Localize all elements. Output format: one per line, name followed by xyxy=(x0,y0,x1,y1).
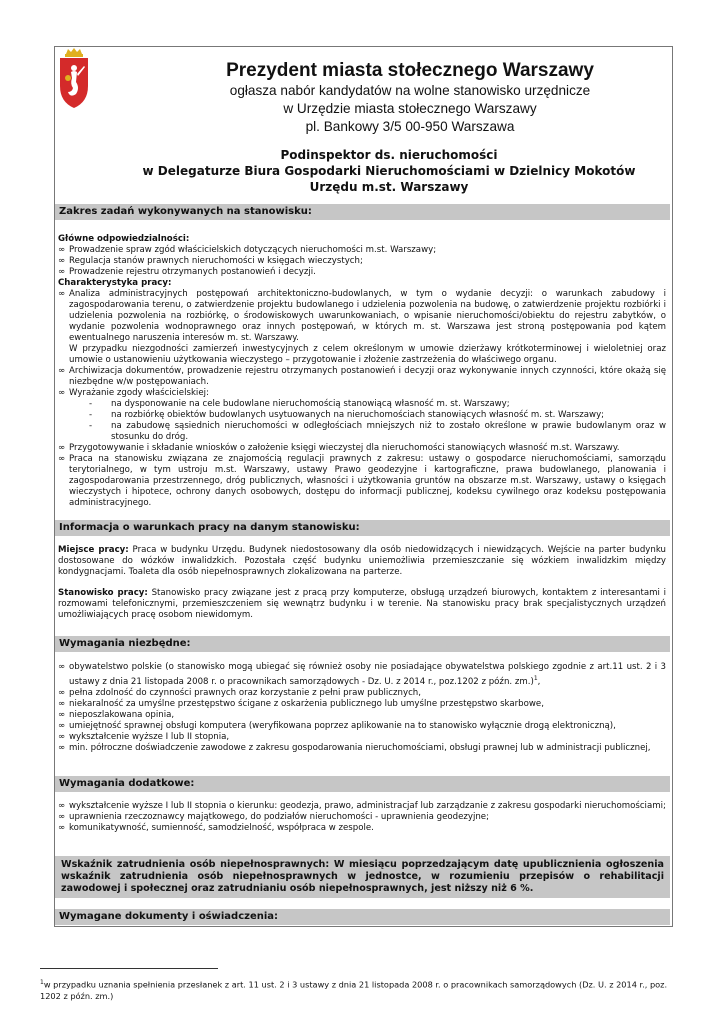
list-item xyxy=(58,289,666,366)
list-item: ∞ Przygotowywanie i składanie wniosków o założenie księgi wieczystej dla nieruchomości stanowiących własność m.st. Warszawy. xyxy=(58,443,666,454)
list-item: ∞ wykształcenie wyższe I lub II stopnia o kierunku: geodezja, prawo, administracjaf lub zarządzanie z zakresu gospodarki nieruchomościami; xyxy=(58,801,666,812)
position-line: Urzędu m.st. Warszawy xyxy=(309,180,469,194)
zakres-content xyxy=(58,234,666,509)
subtitle-line: w Urzędzie miasta stołecznego Warszawy xyxy=(283,101,537,116)
list-item: ∞ min. półroczne doświadczenie zawodowe z zakresu gospodarowania nieruchomościami, obsługi prawnej lub w administracji publicznej, xyxy=(58,743,666,754)
list-item: ∞ umiejętność sprawnej obsługi komputera (weryfikowana poprzez aplikowanie na to stanowisko wyłącznie drogą elektroniczną), xyxy=(58,721,666,732)
list-item: ∞ niekaralność za umyślne przestępstwo ścigane z oskarżenia publicznego lub umyślne przestępstwo skarbowe, xyxy=(58,699,666,710)
item-text: obywatelstwo polskie (o stanowisko mogą ubiegać się również osoby nie posiadające obywatelstwa polskiego zgodnie z art.11 ust. 2 i 3 ustawy z dnia 21 listopada 2008 r. o pracownikach samorządowych - Dz. U. z 2014 r., poz.1202 z późn. zm.) xyxy=(69,662,666,687)
niezbedne-list xyxy=(58,662,666,754)
section-header-niezbedne: Wymagania niezbędne: xyxy=(55,636,670,652)
list-item: ∞ komunikatywność, sumienność, samodzielność, współpraca w zespole. xyxy=(58,823,666,834)
footnote-divider xyxy=(40,968,218,969)
subtitle-line: ogłasza nabór kandydatów na wolne stanowisko urzędnicze xyxy=(229,83,591,98)
list-item: ∞ wykształcenie wyższe I lub II stopnia, xyxy=(58,732,666,743)
item-text: ∞ Analiza administracyjnych postępowań architektoniczno-budowlanych, w tym o wydanie decyzji: o warunkach zabudowy i zagospodarowania terenu, o zatwierdzenie projektu budowlanego i udzielenia pozwolenia na budowę, o zatwierdzenie projektu rozbiórki i udzielenia pozwolenia na rozbiórkę, o środowiskowych uwarunkowaniach, o wpisanie nieruchomości/obiektu do rejestru zabytków, o wydanie pozwolenia wodnoprawnego oraz innych postępowań, w których m. st. Warszawa jest stroną postępowania pod kątem ewentualnego naruszenia interesów m. st. Warszawy. xyxy=(69,289,666,343)
list-item: ∞ Archiwizacja dokumentów, prowadzenie rejestru otrzymanych postanowień i decyzji oraz wykonywanie innych czynności, które okażą się niezbędne w/w postępowaniach. xyxy=(58,366,666,388)
list-item: ∞ nieposzlakowana opinia, xyxy=(58,710,666,721)
miejsce-label: Miejsce pracy: xyxy=(58,545,129,555)
list-item: ∞ pełna zdolność do czynności prawnych oraz korzystanie z pełni praw publicznych, xyxy=(58,688,666,699)
list-item: ∞ Praca na stanowisku związana ze znajomością regulacji prawnych z zakresu: ustawy o gospodarce nieruchomościami, samorządu terytorialnego, w tym ustroju m.st. Warszawy, ustawy Prawo geodezyjne i kartograficzne, prawa budowlanego, planowania i zagospodarowania przestrzennego, dróg publicznych, własności i użytkowania gruntów na obszarze m.st. Warszawy, ustawy o księgach wieczystych i hipotece, ochrony danych osobowych, dostępu do informacji publicznej, kodeksu cywilnego oraz kodeksu postępowania administracyjnego. xyxy=(58,454,666,509)
section-header-dodatkowe: Wymagania dodatkowe: xyxy=(55,776,670,792)
sub-list-item: - na dysponowanie na cele budowlane nieruchomością stanowiącą własność m. st. Warszawy; xyxy=(83,399,666,410)
item-note: W przypadku niezgodności zamierzeń inwestycyjnych z celem określonym w umowie dzierżawy krótkoterminowej i wieloletniej oraz umowie o ustanowieniu użytkowania wieczystego – przygotowanie i złożenie zastrzeżenia do właściwego organu. xyxy=(69,344,666,365)
section-header-dokumenty: Wymagane dokumenty i oświadczenia: xyxy=(55,909,670,925)
subtitle xyxy=(100,82,720,136)
list-item: ∞ uprawnienia rzeczoznawcy majątkowego, do podziałów nieruchomości - uprawnienia geodezyjne; xyxy=(58,812,666,823)
section-header-warunki: Informacja o warunkach pracy na danym stanowisku: xyxy=(55,520,670,536)
stanowisko-label: Stanowisko pracy: xyxy=(58,588,148,598)
dodatkowe-list xyxy=(58,801,666,834)
charakterystyka-label: Charakterystyka pracy: xyxy=(58,278,172,288)
footnote xyxy=(40,977,680,1002)
charakterystyka-list xyxy=(58,289,666,509)
sub-list-item: - na rozbiórkę obiektów budowlanych usytuowanych na nieruchomościach stanowiących własność m. st. Warszawy; xyxy=(83,410,666,421)
position-title xyxy=(60,147,718,195)
stanowisko-text: Stanowisko pracy związane jest z pracą przy komputerze, obsługą urządzeń biurowych, kontaktem z interesantami i rozmowami telefonicznymi, przemieszczeniem się wewnątrz budynku i w terenie. Na stanowisku pracy brak specjalistycznych urządzeń umożliwiających pracę osobom niewidomym. xyxy=(58,588,666,620)
footnote-ref: 1 xyxy=(533,675,538,682)
glowne-list xyxy=(58,245,666,278)
stanowisko-pracy xyxy=(58,588,666,621)
item-text: ∞ Wyrażanie zgody właścicielskiej: xyxy=(69,388,209,398)
list-item: ∞ Prowadzenie rejestru otrzymanych postanowień i decyzji. xyxy=(58,267,666,278)
position-line: Podinspektor ds. nieruchomości xyxy=(280,148,498,162)
list-item xyxy=(58,388,666,443)
miejsce-pracy xyxy=(58,545,666,578)
warsaw-coat-of-arms-icon xyxy=(56,48,92,110)
sub-list xyxy=(69,399,666,443)
niezbedne-content xyxy=(58,662,666,754)
sub-list-item: - na zabudowę sąsiednich nieruchomości w odległościach mniejszych niż to zostało określone w prawie budowlanym oraz w stosunku do dróg. xyxy=(83,421,666,443)
miejsce-text: Praca w budynku Urzędu. Budynek niedostosowany dla osób niedowidzących i niewidzących. Wejście na parter budynku dostosowane do wózków inwalidzkich. Pozostała część budynku uniemożliwia przemieszczanie się wózkiem inwalidzkim między kondygnacjami. Toaleta dla osób niepełnosprawnych zlokalizowana na parterze. xyxy=(58,545,666,577)
page-title: Prezydent miasta stołecznego Warszawy xyxy=(226,60,594,81)
dodatkowe-content xyxy=(58,801,666,834)
wskaznik-box: Wskaźnik zatrudnienia osób niepełnosprawnych: W miesiącu poprzedzającym datę upublicznienia ogłoszenia wskaźnik zatrudnienia osób niepełnosprawnych w jednostce, w rozumieniu przepisów o rehabilitacji zawodowej i społecznej oraz zatrudnianiu osób niepełnosprawnych, jest niższy niż 6 %. xyxy=(55,856,670,898)
list-item: ∞ obywatelstwo polskie (o stanowisko mogą ubiegać się również osoby nie posiadające obywatelstwa polskiego zgodnie z art.11 ust. 2 i 3 ustawy z dnia 21 listopada 2008 r. o pracownikach samorządowych - Dz. U. z 2014 r., poz.1202 z późn. zm.)$^1$, xyxy=(58,662,666,688)
footnote-mark: 1 xyxy=(40,979,44,986)
footnote-text: w przypadku uznania spełnienia przesłanek z art. 11 ust. 2 i 3 ustawy z dnia 21 listopada 2008 r. o pracownikach samorządowych (Dz. U. z 2014 r., poz. 1202 z późn. zm.) xyxy=(40,979,668,1001)
list-item: ∞ Regulacja stanów prawnych nieruchomości w księgach wieczystych; xyxy=(58,256,666,267)
section-header-zakres: Zakres zadań wykonywanych na stanowisku: xyxy=(55,204,670,220)
glowne-label: Główne odpowiedzialności: xyxy=(58,234,190,244)
subtitle-line: pl. Bankowy 3/5 00-950 Warszawa xyxy=(305,119,515,134)
list-item: ∞ Prowadzenie spraw zgód właścicielskich dotyczących nieruchomości m.st. Warszawy; xyxy=(58,245,666,256)
position-line: w Delegaturze Biura Gospodarki Nieruchomościami w Dzielnicy Mokotów xyxy=(142,164,636,178)
warunki-content xyxy=(58,545,666,621)
